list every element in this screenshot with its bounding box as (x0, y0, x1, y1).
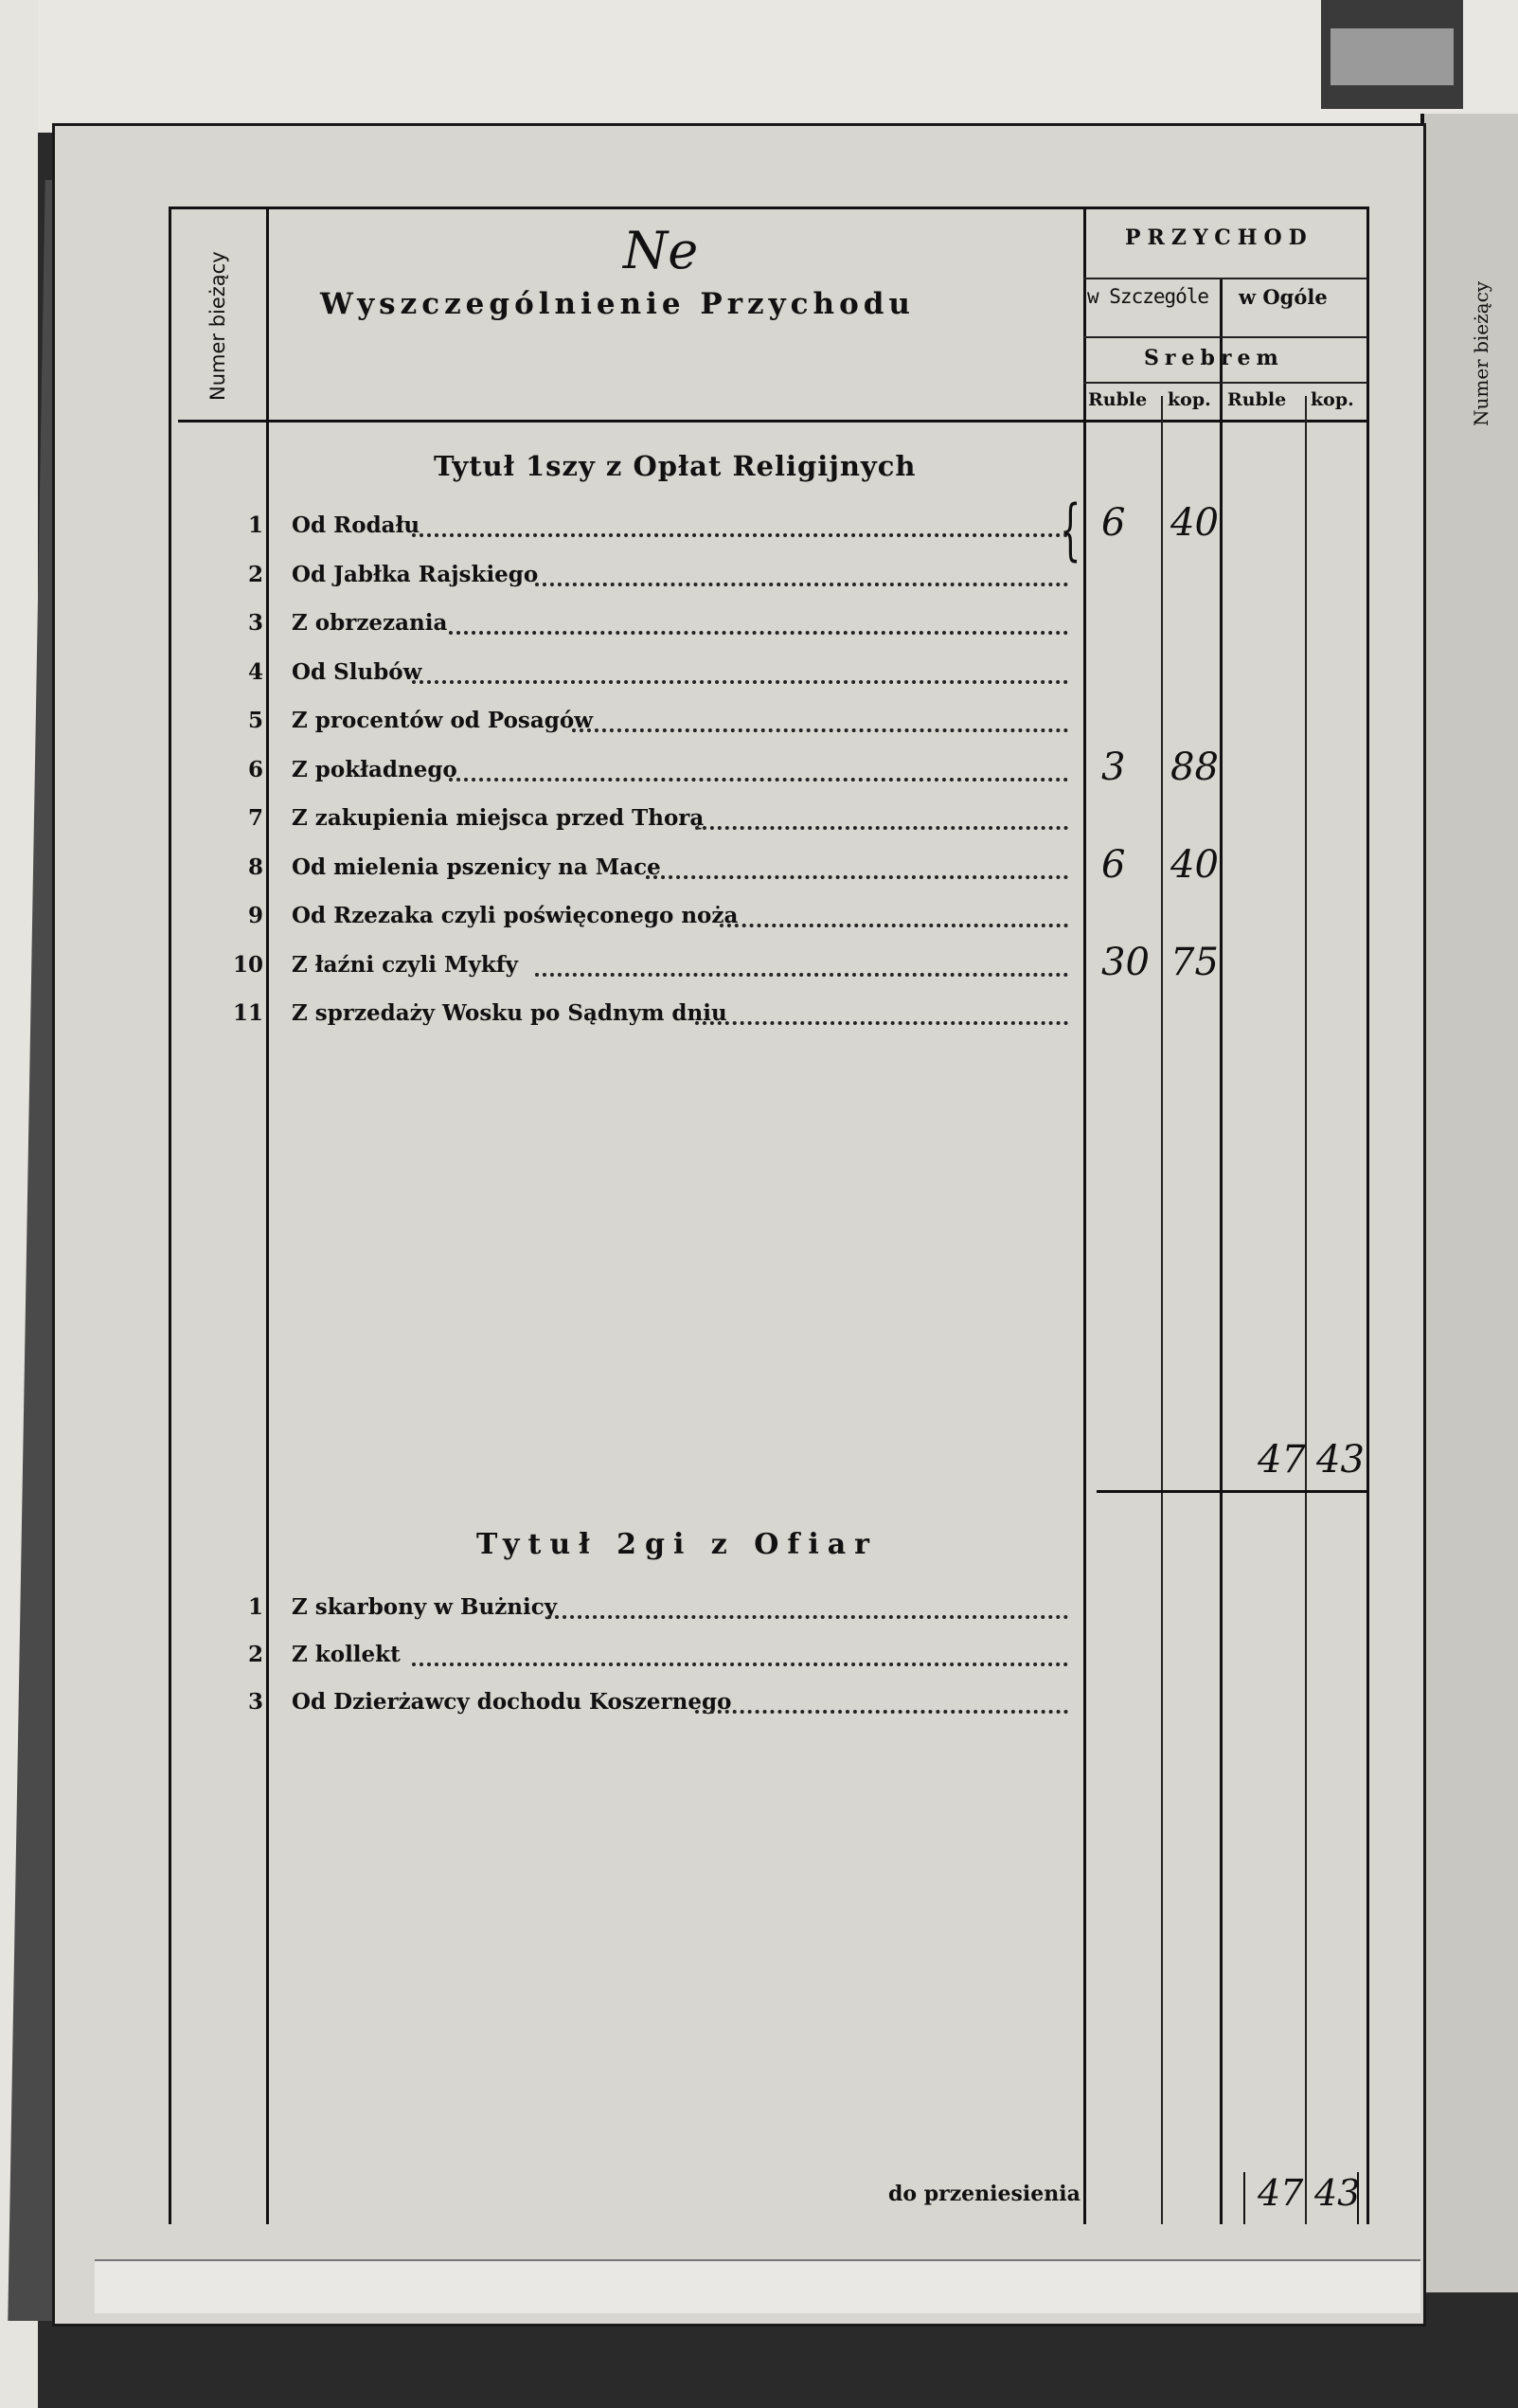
section1-title: Tytuł 1szy z Opłat Religijnych (434, 450, 917, 482)
row-label: Od Dzierżawcy dochodu Koszernego (292, 1689, 732, 1715)
srebrem-underline (1083, 382, 1367, 384)
przychod-underline (1083, 278, 1367, 279)
section1-total-kop: 43 (1316, 1438, 1365, 1482)
row-number: 2 (247, 1642, 263, 1667)
row-number: 9 (247, 903, 263, 928)
row-number: 3 (247, 610, 263, 636)
leader-dots (695, 1710, 1068, 1714)
header-bottom-line (178, 420, 1368, 422)
leader-dots (720, 924, 1068, 927)
adjacent-page-col-header: Numer bieżący (1470, 280, 1492, 426)
leader-dots (695, 1021, 1068, 1025)
row-number: 3 (247, 1689, 263, 1715)
leader-dots (695, 826, 1068, 830)
row-number: 6 (247, 756, 263, 782)
row-rubles: 3 (1101, 745, 1126, 789)
row-label: Od Jabłka Rajskiego (292, 561, 539, 587)
row-number: 1 (247, 512, 263, 538)
rubles1-header: Ruble (1088, 389, 1148, 410)
frame-left (169, 207, 171, 2224)
row-number: 8 (247, 854, 263, 880)
adjacent-page (1420, 114, 1518, 2292)
kop2-header: kop. (1311, 389, 1354, 410)
carry-forward-rub: 47 (1258, 2172, 1304, 2214)
row-number: 7 (247, 805, 263, 831)
binder-clip-inner (1330, 28, 1454, 85)
number-col-divider (266, 207, 269, 2224)
row-label: Z skarbony w Bużnicy (292, 1594, 558, 1620)
leader-dots (535, 583, 1068, 586)
w-ogole-header: w Ogóle (1239, 285, 1328, 309)
leader-dots (449, 631, 1068, 635)
row-kopecks: 40 (1170, 842, 1219, 887)
row-rubles: 6 (1101, 501, 1126, 545)
ledger-page (52, 123, 1426, 2327)
kop1-header: kop. (1168, 389, 1211, 410)
leader-dots (449, 778, 1068, 782)
row-label: Od mielenia pszenicy na Mace (292, 854, 661, 880)
row-label: Z pokładnego (292, 756, 457, 782)
rub2-kop2-divider (1305, 396, 1307, 2224)
leader-dots (547, 1615, 1068, 1619)
row-kopecks: 88 (1170, 745, 1219, 789)
section2-title: Tytuł 2gi z Ofiar (476, 1528, 878, 1561)
srebrem-header: Srebrem (1144, 346, 1284, 370)
description-col-divider (1083, 207, 1086, 2224)
leader-dots (412, 1662, 1068, 1666)
carry-forward-kop: 43 (1314, 2172, 1361, 2214)
row-rubles: 30 (1101, 940, 1150, 984)
row-label: Z procentów od Posagów (292, 708, 593, 733)
col-number-header: Numer bieżący (206, 251, 229, 401)
w-szczegole-header: w Szczególe (1087, 285, 1209, 308)
row-label: Od Rodału (292, 512, 420, 538)
carry-box-left (1243, 2172, 1245, 2224)
row-label: Z kollekt (292, 1642, 401, 1667)
szczegole-ogole-divider (1220, 278, 1223, 2224)
row-label: Od Rzezaka czyli poświęconego noża (292, 903, 739, 928)
brace-mark: { (1060, 491, 1081, 568)
row-label: Z obrzezania (292, 610, 448, 636)
przychod-header: PRZYCHOD (1125, 225, 1313, 250)
rub1-kop1-divider (1161, 396, 1163, 2224)
rubles2-header: Ruble (1227, 389, 1287, 410)
row-number: 4 (247, 658, 263, 685)
row-kopecks: 40 (1170, 501, 1219, 545)
row-number: 1 (247, 1594, 263, 1620)
col-description-header: Wyszczególnienie Przychodu (320, 287, 915, 321)
row-label: Z łaźni czyli Mykfy (292, 951, 519, 978)
leader-dots (646, 875, 1068, 879)
row-number: 11 (232, 1000, 263, 1026)
page-mark: Ne (623, 221, 699, 280)
leader-dots (412, 680, 1068, 684)
row-rubles: 6 (1101, 842, 1126, 887)
row-label: Z sprzedaży Wosku po Sądnym dniu (292, 1000, 727, 1026)
carry-forward-label: do przeniesienia (888, 2182, 1080, 2206)
leader-dots (535, 973, 1068, 977)
leader-dots (572, 728, 1068, 732)
row-number: 5 (247, 708, 263, 733)
szczegole-underline (1083, 336, 1367, 338)
leader-dots (412, 533, 1068, 537)
row-number: 2 (247, 561, 263, 587)
bottom-paper-strip (95, 2259, 1420, 2313)
section1-total-rub: 47 (1258, 1438, 1306, 1482)
section1-total-line (1097, 1490, 1366, 1493)
row-label: Od Slubów (292, 658, 422, 685)
frame-top (169, 207, 1368, 209)
row-kopecks: 75 (1170, 940, 1219, 984)
row-label: Z zakupienia miejsca przed Thorą (292, 805, 705, 831)
frame-right (1366, 207, 1369, 2224)
background-top (0, 0, 1518, 133)
row-number: 10 (232, 951, 263, 978)
